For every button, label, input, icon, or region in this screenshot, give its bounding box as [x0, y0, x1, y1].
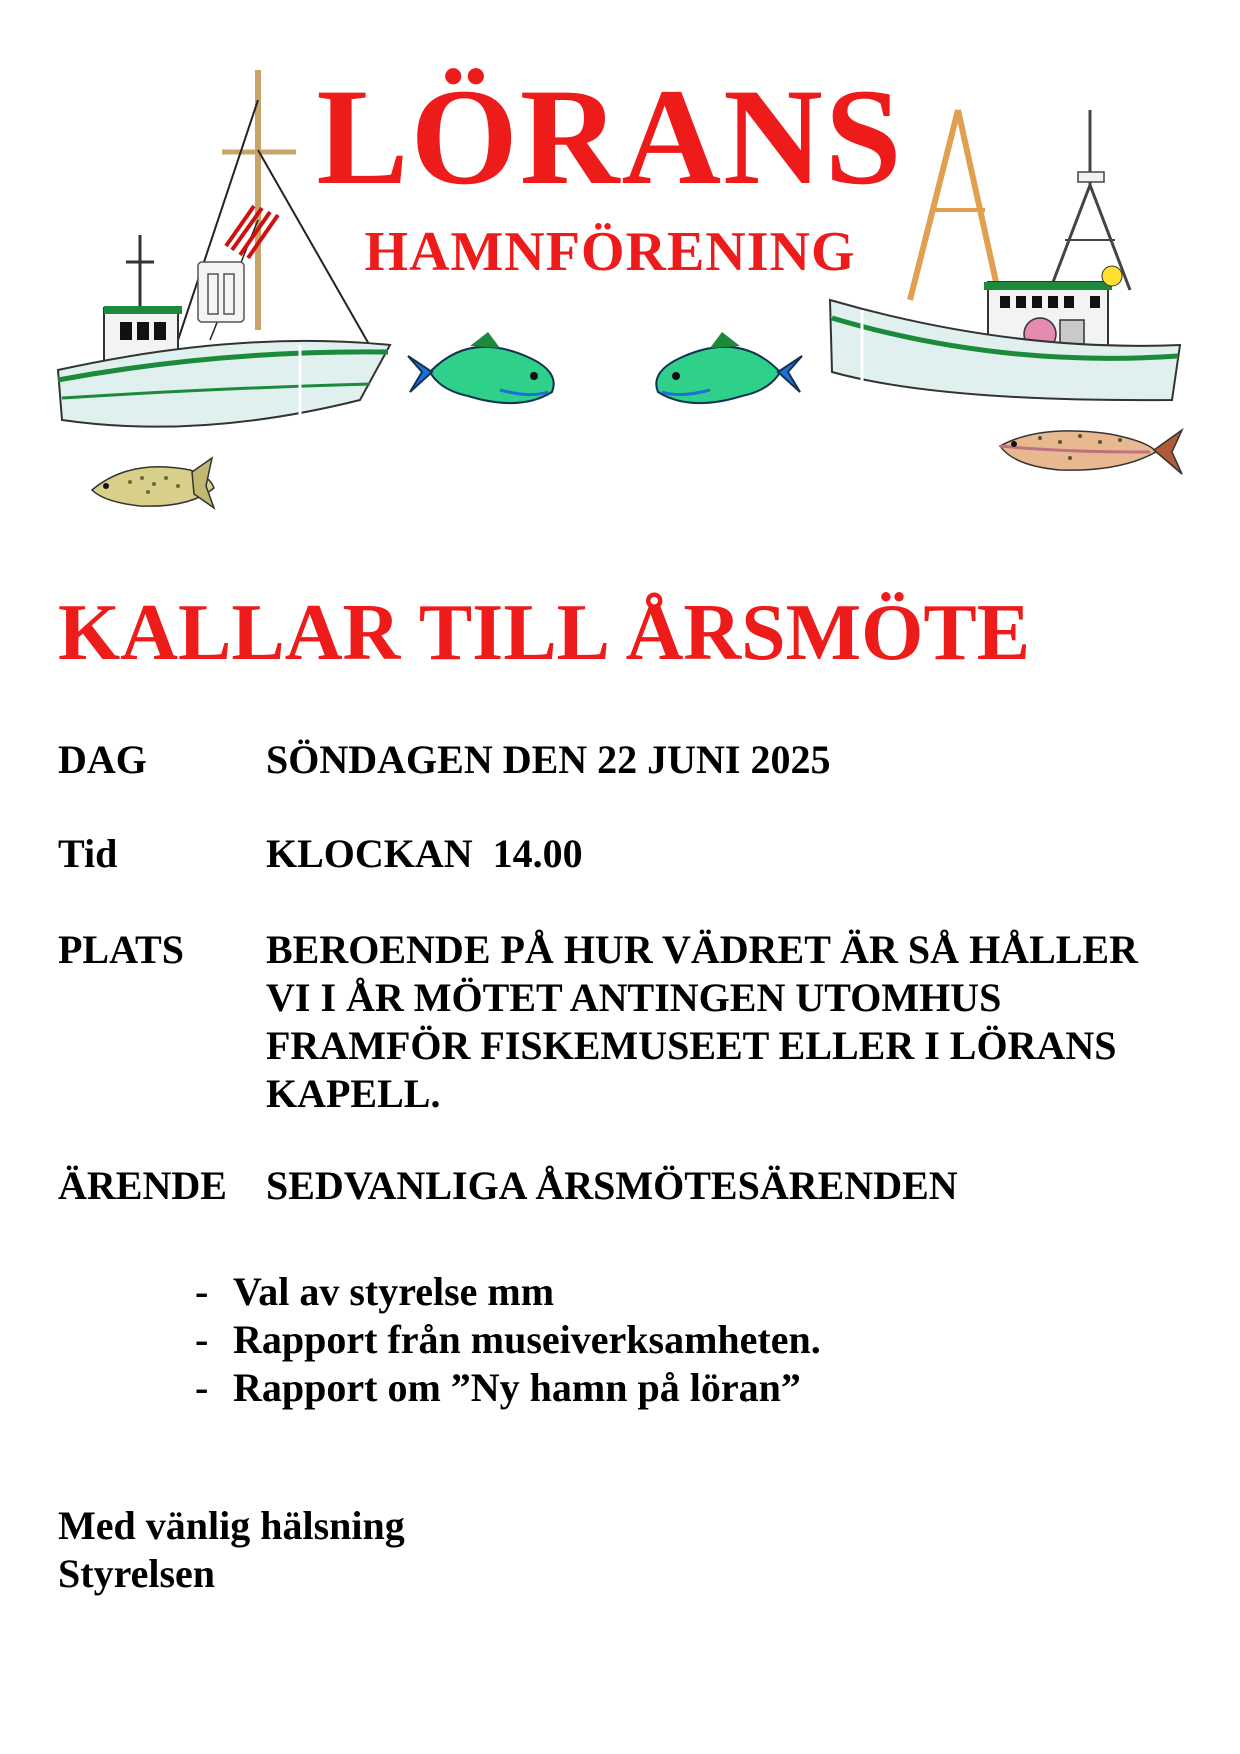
logo-subtitle: HAMNFÖRENING [364, 221, 856, 283]
time-label: Tid [58, 831, 118, 876]
fish-right-icon [408, 332, 554, 403]
cod-fish-icon [92, 458, 214, 508]
bullet-dash: - [195, 1365, 209, 1410]
bullet-dash: - [195, 1317, 209, 1362]
list-item [195, 1268, 821, 1316]
page-title: KALLAR TILL ÅRSMÖTE [58, 589, 1031, 677]
list-item [195, 1364, 821, 1412]
logo-title: LÖRANS [316, 60, 904, 213]
place-label: PLATS [58, 927, 184, 972]
signature: Styrelsen [58, 1551, 216, 1596]
place-value: BEROENDE PÅ HUR VÄDRET ÄR SÅ HÅLLER VI I ÅR MÖTET ANTINGEN UTOMHUS FRAMFÖR FISKEMUSEET ELLER I LÖRANS KAPELL. [266, 927, 1138, 1116]
list-item [195, 1316, 821, 1364]
greeting: Med vänlig hälsning [58, 1503, 405, 1548]
agenda-item-text: Rapport om ”Ny hamn på löran” [233, 1365, 801, 1410]
header-banner [0, 0, 1240, 540]
closing-block [58, 1502, 405, 1598]
agenda-list [195, 1268, 821, 1412]
bullet-dash: - [195, 1269, 209, 1314]
agenda-item-text: Rapport från museiverksamheten. [233, 1317, 821, 1362]
time-value: KLOCKAN 14.00 [266, 831, 583, 876]
day-label: DAG [58, 737, 147, 782]
trout-fish-icon [1000, 430, 1182, 474]
day-value: SÖNDAGEN DEN 22 JUNI 2025 [266, 737, 831, 782]
matters-value: SEDVANLIGA ÅRSMÖTESÄRENDEN [266, 1163, 958, 1208]
agenda-item-text: Val av styrelse mm [233, 1269, 555, 1314]
matters-label: ÄRENDE [58, 1163, 227, 1208]
fish-left-icon [656, 332, 802, 403]
